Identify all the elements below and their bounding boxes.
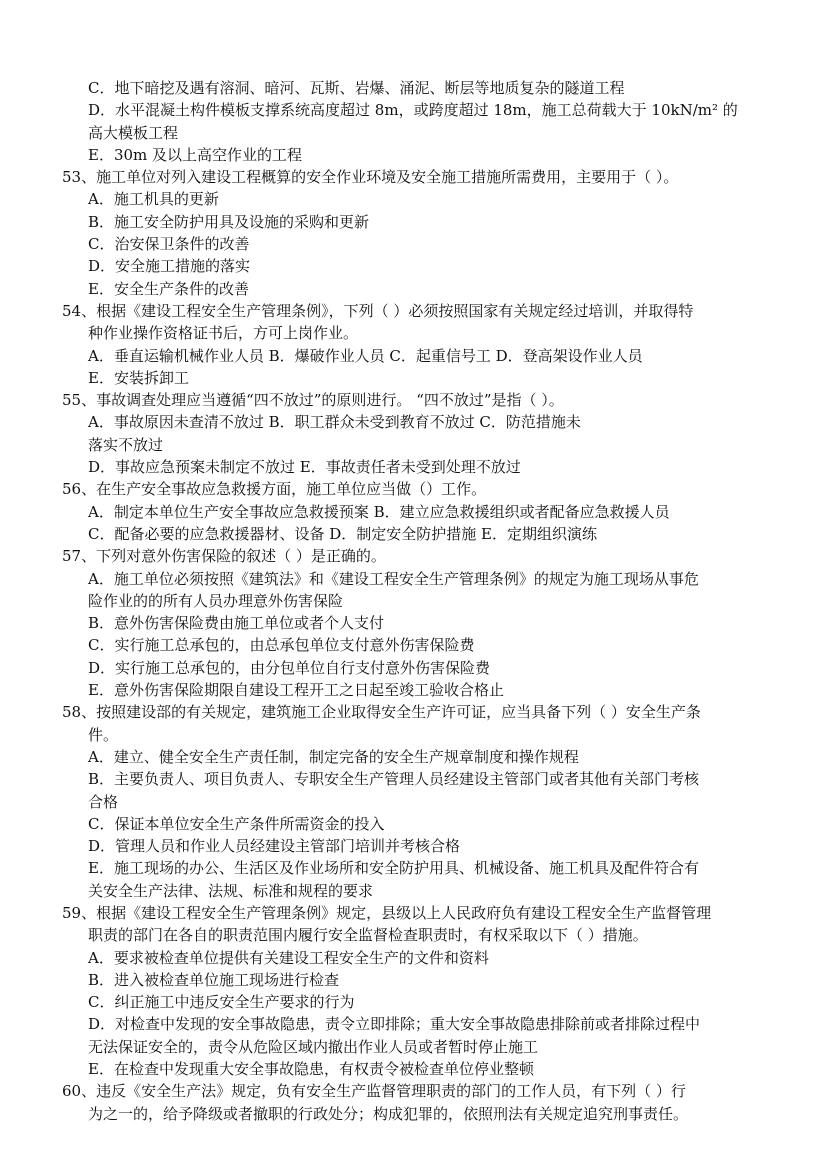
question-line: 56、在生产安全事故应急救援方面，施工单位应当做（）工作。 [62, 480, 487, 499]
option-line: A．施工机具的更新 [88, 190, 219, 209]
question-line: 57、下列对意外伤害保险的叙述（ ）是正确的。 [62, 547, 386, 566]
option-line: 无法保证安全的，责令从危险区域内撤出作业人员或者暂时停止施工 [88, 1037, 539, 1056]
question-line: 53、施工单位对列入建设工程概算的安全作业环境及安全施工措施所需费用，主要用于（ ）。 [62, 168, 679, 187]
option-line: D．管理人员和作业人员经建设主管部门培训并考核合格 [88, 837, 461, 856]
question-continuation-line: 件。 [88, 725, 119, 744]
option-line: E．30m 及以上高空作业的工程 [88, 145, 303, 164]
option-line: A．垂直运输机械作业人员 B．爆破作业人员 C．起重信号工 D．登高架设作业人员 [88, 346, 643, 365]
option-line: C．地下暗挖及遇有溶洞、暗河、瓦斯、岩爆、涌泥、断层等地质复杂的隧道工程 [88, 79, 625, 97]
question-list [62, 77, 774, 1125]
option-line: D．事故应急预案未制定不放过 E．事故责任者未受到处理不放过 [88, 458, 521, 477]
question-continuation-line: 职责的部门在各自的职责范围内履行安全监督检查职责时，有权采取以下（ ）措施。 [88, 926, 648, 945]
option-line: E．安装拆卸工 [88, 368, 189, 387]
option-line: E．施工现场的办公、生活区及作业场所和安全防护用具、机械设备、施工机具及配件符合有 [88, 859, 699, 878]
question-line: 59、根据《建设工程安全生产管理条例》规定，县级以上人民政府负有建设工程安全生产监督管理 [62, 903, 712, 922]
option-line: B．施工安全防护用具及设施的采购和更新 [88, 212, 370, 231]
option-line: 落实不放过 [88, 435, 164, 454]
question-line: 54、根据《建设工程安全生产管理条例》，下列（ ）必须按照国家有关规定经过培训，并取得特 [62, 301, 694, 320]
question-line: 55、事故调查处理应当遵循“四不放过”的原则进行。 “四不放过”是指（ ）。 [62, 391, 564, 410]
option-line: C．实行施工总承包的，由总承包单位支付意外伤害保险费 [88, 636, 475, 655]
option-line: C．配备必要的应急救援器材、设备 D．制定安全防护措施 E．定期组织演练 [88, 524, 597, 543]
option-line: 高大模板工程 [88, 123, 179, 142]
question-line: 60、违反《安全生产法》规定，负有安全生产监督管理职责的部门的工作人员，有下列（ ）行 [62, 1082, 686, 1101]
option-line: E．意外伤害保险期限自建设工程开工之日起至竣工验收合格止 [88, 681, 504, 700]
option-line: B．进入被检查单位施工现场进行检查 [88, 970, 340, 989]
option-line: A．制定本单位生产安全事故应急救援预案 B．建立应急救援组织或者配备应急救援人员 [88, 502, 670, 521]
option-line: D．对检查中发现的安全事故隐患，责令立即排除；重大安全事故隐患排除前或者排除过程中 [88, 1015, 701, 1034]
question-continuation-line: 种作业操作资格证书后，方可上岗作业。 [88, 324, 359, 343]
option-line: A．事故原因未查清不放过 B．职工群众未受到教育不放过 C．防范措施未 [88, 413, 581, 432]
option-line: 合格 [88, 792, 119, 811]
option-line: C．治安保卫条件的改善 [88, 235, 250, 254]
option-line: D．安全施工措施的落实 [88, 257, 251, 276]
option-line: A．建立、健全安全生产责任制，制定完备的安全生产规章制度和操作规程 [88, 747, 579, 766]
question-continuation-line: 为之一的，给予降级或者撤职的行政处分；构成犯罪的，依照刑法有关规定追究刑事责任。 [88, 1104, 689, 1123]
question-line: 58、按照建设部的有关规定，建筑施工企业取得安全生产许可证，应当具备下列（ ）安全生产条 [62, 703, 701, 722]
option-line: E．安全生产条件的改善 [88, 279, 249, 298]
option-line: C．保证本单位安全生产条件所需资金的投入 [88, 814, 385, 833]
option-line: B．主要负责人、项目负责人、专职安全生产管理人员经建设主管部门或者其他有关部门考核 [88, 770, 700, 789]
option-line: A．施工单位必须按照《建筑法》和《建设工程安全生产管理条例》的规定为施工现场从事危 [88, 569, 699, 588]
option-line: E．在检查中发现重大安全事故隐患，有权责令被检查单位停业整顿 [88, 1060, 534, 1079]
option-line: D．实行施工总承包的，由分包单位自行支付意外伤害保险费 [88, 658, 491, 677]
option-line: A．要求被检查单位提供有关建设工程安全生产的文件和资料 [88, 948, 489, 967]
option-line: B．意外伤害保险费由施工单位或者个人支付 [88, 614, 385, 633]
option-line: C．纠正施工中违反安全生产要求的行为 [88, 993, 355, 1012]
option-line: 险作业的的所有人员办理意外伤害保险 [88, 591, 344, 610]
option-line: 关安全生产法律、法规、标准和规程的要求 [88, 881, 374, 900]
option-line: D．水平混凝土构件模板支撑系统高度超过 8m，或跨度超过 18m，施工总荷载大于 10kN/m² 的 [88, 101, 738, 120]
